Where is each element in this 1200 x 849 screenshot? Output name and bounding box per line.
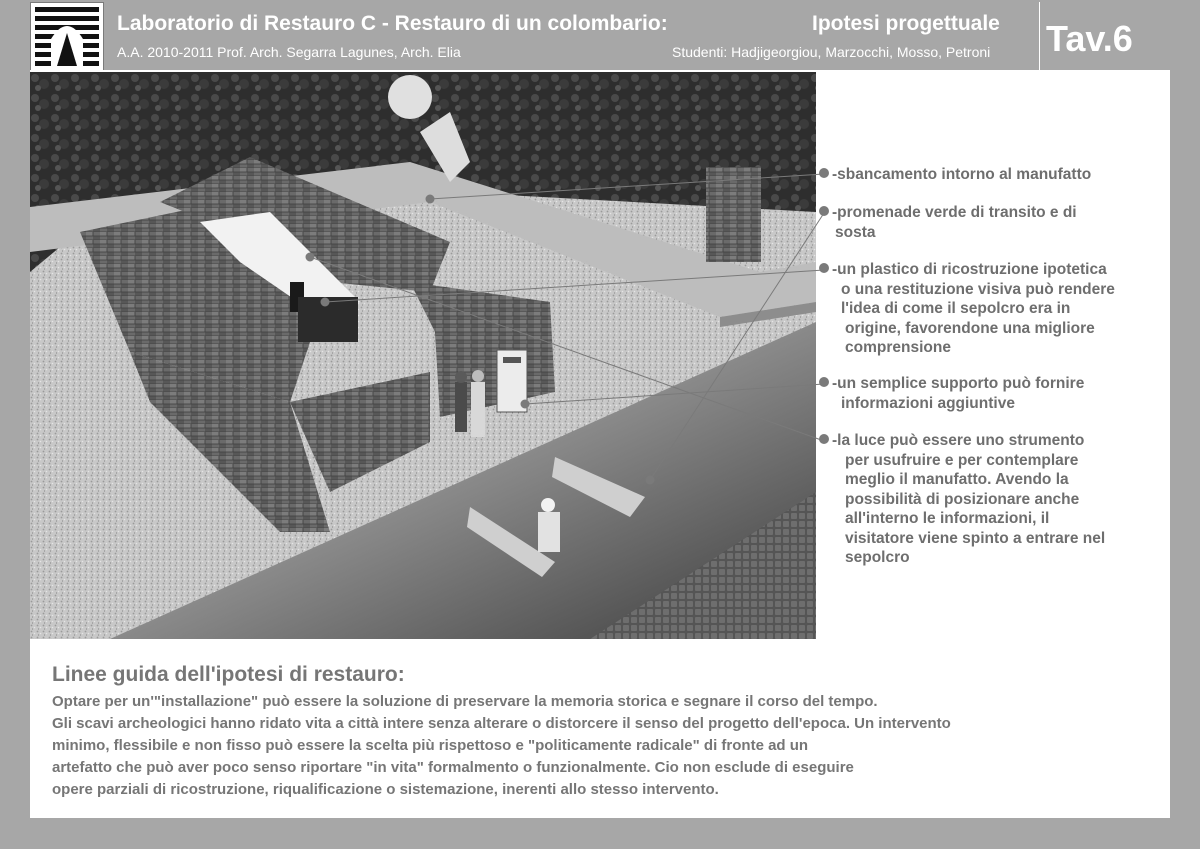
guidelines-line: minimo, flessibile e non fisso può essere la scelta più rispettoso e "politicamente radicale" di fronte ad un [52,737,809,754]
bullet-icon [819,377,829,387]
sheet-title: Laboratorio di Restauro C - Restauro di un colombario: [117,12,668,35]
annotation-plastico: -un plastico di ricostruzione ipotetica o una restituzione visiva può rendere l'idea di come il sepolcro era in origine, favorendone una migliore comprensione [819,260,1115,358]
guidelines-body [52,691,1162,801]
annotation-sbancamento: -sbancamento intorno al manufatto [819,165,1091,185]
annotation-supporto: -un semplice supporto può fornire informazioni aggiuntive [819,374,1084,413]
bullet-icon [819,434,829,444]
bullet-icon [819,263,829,273]
sheet-subject: Ipotesi progettuale [812,12,1000,35]
students-info: Studenti: Hadjigeorgiou, Marzocchi, Mosso, Petroni [672,44,991,60]
course-info: A.A. 2010-2011 Prof. Arch. Segarra Lagunes, Arch. Elia [117,44,461,60]
guidelines-line: Optare per un'"installazione" può essere la soluzione di preservare la memoria storica e segnare il corso del tempo. [52,693,878,710]
annotation-luce: -la luce può essere uno strumento per usufruire e per contemplare meglio il manufatto. Avendo la possibilità di posizionare anche all'interno le informazioni, il visitatore viene spinto a entrare nel sepolcro [819,431,1105,568]
guidelines-title: Linee guida dell'ipotesi di restauro: [52,663,405,686]
sheet-number: Tav.6 [1046,18,1133,59]
guidelines-line: artefatto che può aver poco senso riportare "in vita" formalmento o funzionalmente. Cio non esclude di eseguire [52,759,854,776]
guidelines-line: opere parziali di ricostruzione, riqualificazione o sistemazione, inerenti allo stesso intervento. [52,781,719,798]
bullet-icon [819,168,829,178]
guidelines-line: Gli scavi archeologici hanno ridato vita a città intere senza alterare o distorcere il senso del progetto dell'epoca. Un intervento [52,715,951,732]
annotation-promenade: -promenade verde di transito e di sosta [819,203,1077,242]
bullet-icon [819,206,829,216]
